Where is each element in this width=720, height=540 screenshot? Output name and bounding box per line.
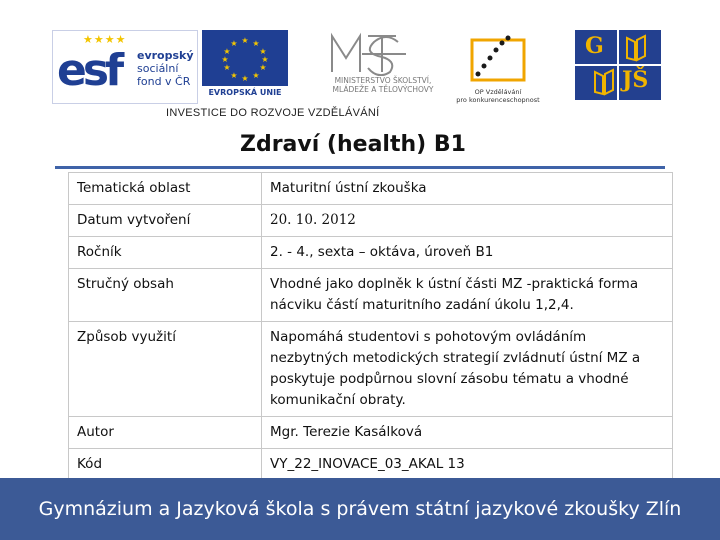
gjs-letters-js: JŠ xyxy=(622,67,649,93)
svg-text:★: ★ xyxy=(223,63,231,72)
row-value: Maturitní ústní zkouška xyxy=(262,173,673,205)
svg-text:★: ★ xyxy=(252,71,260,80)
msmt-line1: MINISTERSTVO ŠKOLSTVÍ, xyxy=(334,76,432,85)
row-value: Mgr. Terezie Kasálková xyxy=(262,417,673,449)
row-key: Datum vytvoření xyxy=(69,205,262,237)
row-key: Stručný obsah xyxy=(69,269,262,322)
table-row xyxy=(69,322,673,417)
row-key: Tematická oblast xyxy=(69,173,262,205)
row-key: Kód xyxy=(69,449,262,481)
info-table xyxy=(68,172,673,481)
eu-label: EVROPSKÁ UNIE xyxy=(208,88,282,97)
esf-logo xyxy=(52,30,198,104)
esf-line2: sociální xyxy=(137,62,179,75)
table-row xyxy=(69,269,673,322)
logo-banner xyxy=(0,0,720,130)
op-dots-icon xyxy=(448,30,548,86)
footer-banner: Gymnázium a Jazyková škola s právem státní jazykové zkoušky Zlín xyxy=(0,478,720,540)
svg-text:★: ★ xyxy=(252,39,260,48)
row-key: Autor xyxy=(69,417,262,449)
svg-text:★: ★ xyxy=(259,63,267,72)
row-key: Způsob využití xyxy=(69,322,262,417)
row-value: 2. - 4., sexta – oktáva, úroveň B1 xyxy=(262,237,673,269)
svg-text:★: ★ xyxy=(230,71,238,80)
investice-slogan: INVESTICE DO ROZVOJE VZDĚLÁVÁNÍ xyxy=(166,107,380,119)
svg-text:★: ★ xyxy=(230,39,238,48)
title-divider xyxy=(55,166,665,169)
table-row xyxy=(69,237,673,269)
eu-flag-icon xyxy=(202,30,288,86)
esf-text xyxy=(137,49,194,88)
table-row xyxy=(69,417,673,449)
eu-logo xyxy=(202,30,288,102)
msmt-monogram-icon xyxy=(318,28,440,76)
table-row xyxy=(69,173,673,205)
msmt-logo xyxy=(318,28,440,102)
svg-text:★: ★ xyxy=(221,55,229,64)
esf-line3: fond v ČR xyxy=(137,75,191,88)
op-line2: pro konkurenceschopnost xyxy=(456,96,540,104)
svg-text:★: ★ xyxy=(241,36,249,45)
page-title: Zdraví (health) B1 xyxy=(240,132,466,157)
row-value: VY_22_INOVACE_03_AKAL 13 xyxy=(262,449,673,481)
row-value: 20. 10. 2012 xyxy=(262,205,673,237)
row-value: Napomáhá studentovi s pohotovým ovládáním nezbytných metodických strategií zvládnutí ústní MZ a poskytuje podpůrnou slovní zásobu tématu a vhodné komunikační obraty. xyxy=(262,322,673,417)
msmt-line2: MLÁDEŽE A TĚLOVÝCHOVY xyxy=(332,85,434,94)
table-row xyxy=(69,205,673,237)
op-line1: OP Vzdělávání xyxy=(474,88,522,96)
row-value: Vhodné jako doplněk k ústní části MZ -praktická forma nácviku částí maturitního zadání úkolu 1,2,4. xyxy=(262,269,673,322)
gjs-letter-g: G xyxy=(585,33,604,59)
svg-text:★: ★ xyxy=(241,74,249,83)
svg-text:★: ★ xyxy=(261,55,269,64)
gjs-logo xyxy=(575,30,661,100)
msmt-text xyxy=(324,76,442,94)
esf-mark: esf xyxy=(57,45,121,96)
op-logo xyxy=(448,30,548,102)
row-key: Ročník xyxy=(69,237,262,269)
svg-text:★: ★ xyxy=(223,47,231,56)
table-row xyxy=(69,449,673,481)
esf-stars-icon: ★★★★ xyxy=(83,33,127,46)
op-text xyxy=(448,88,548,104)
svg-text:★: ★ xyxy=(259,47,267,56)
esf-line1: evropský xyxy=(137,49,194,62)
